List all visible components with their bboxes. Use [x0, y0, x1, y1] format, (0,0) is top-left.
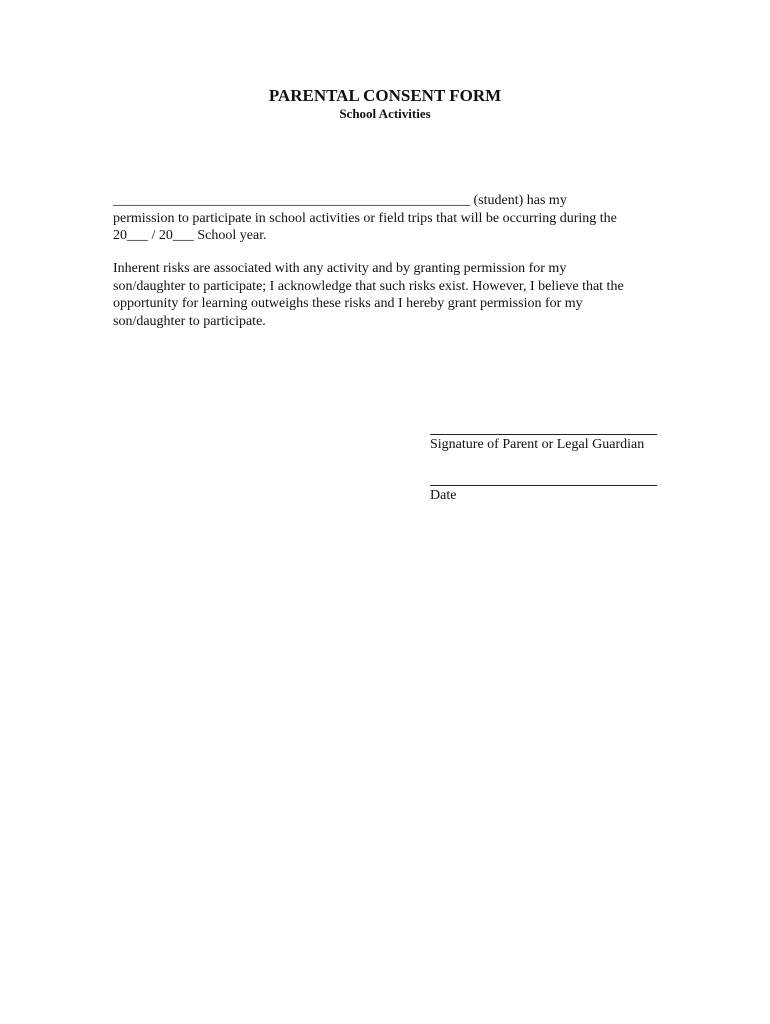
- form-title: PARENTAL CONSENT FORM: [268, 86, 502, 105]
- date-label: Date: [430, 488, 457, 503]
- school-year-line: 20___ / 20___ School year.: [113, 228, 267, 243]
- date-line[interactable]: [430, 485, 657, 486]
- parent-signature-label: Signature of Parent or Legal Guardian: [430, 437, 645, 452]
- parent-signature-line[interactable]: [430, 434, 657, 435]
- risk-text-line: son/daughter to participate.: [113, 313, 266, 329]
- form-subtitle: School Activities: [339, 106, 431, 121]
- permission-text-line: permission to participate in school activities or field trips that will be occurring during the: [113, 210, 617, 226]
- date-block: [430, 485, 670, 504]
- parent-signature-block: [430, 434, 670, 453]
- student-name-line: ___________________________________________________ (student) has my: [113, 193, 567, 208]
- risk-text-line: Inherent risks are associated with any activity and by granting permission for my: [113, 261, 567, 276]
- risk-text-line: opportunity for learning outweighs these risks and I hereby grant permission for my: [113, 296, 583, 311]
- permission-paragraph: [113, 192, 673, 245]
- risk-text-line: son/daughter to participate; I acknowledge that such risks exist. However, I believe that the: [113, 278, 624, 294]
- risk-acknowledgement-paragraph: [113, 260, 673, 330]
